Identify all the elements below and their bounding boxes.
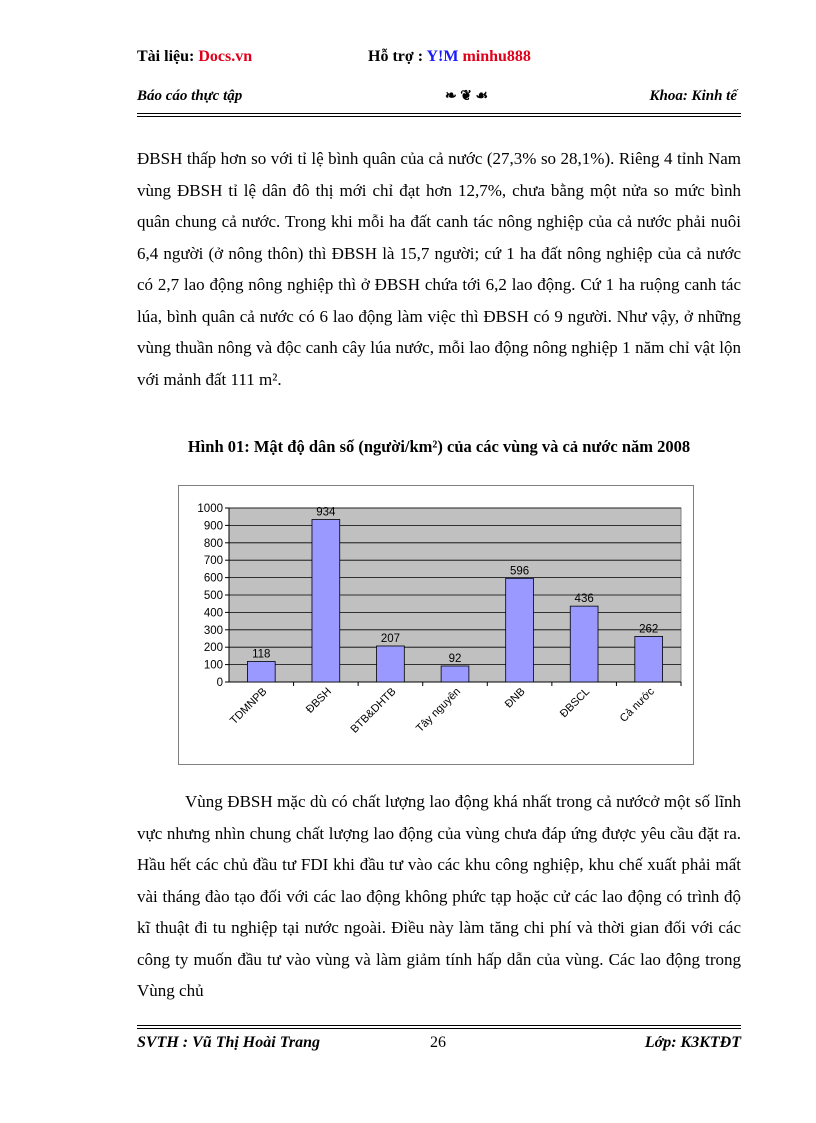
data-label: 118 <box>252 648 271 661</box>
bar <box>247 661 275 682</box>
x-tick-label: Tây nguyên <box>413 685 464 735</box>
x-tick-label: BTB&DHTB <box>348 685 399 736</box>
chart-svg <box>179 486 693 764</box>
footer-class: Lớp: K3KTĐT <box>644 1034 741 1051</box>
paragraph-1-text: ĐBSH thấp hơn so với tỉ lệ bình quân của cả nước (27,3% so 28,1%). Riêng 4 tỉnh Nam vùng ĐBSH tỉ lệ dân đô thị mới chỉ đạt hơn 12,7%, chưa bằng một nửa so mức bình quân chung cả nước. Trong khi mỗi ha đất canh tác nông nghiệp của cả nước phải nuôi 6,4 người (ở nông thôn) thì ĐBSH là 15,7 người; cứ 1 ha đất nông nghiệp của cả nước có 2,7 lao động nông nghiệp thì ở ĐBSH chứa tới 6,2 lao động. Cứ 1 ha ruộng canh tác lúa, bình quân cả nước có 6 lao động làm việc thì ĐBSH có 9 người. Như vậy, ở những vùng thuần nông và độc canh cây lúa nước, mỗi lao động nông nghiệp 1 năm chỉ vật lộn với mảnh đất 111 m² <box>137 149 741 389</box>
x-tick-label: Cả nước <box>617 685 657 725</box>
density-chart <box>178 485 694 765</box>
x-tick-label: TDMNPB <box>228 685 270 727</box>
doc-source <box>137 48 252 66</box>
bar <box>441 666 469 682</box>
page-footer <box>137 1034 741 1058</box>
y-tick-label: 900 <box>203 520 223 533</box>
y-tick-label: 100 <box>203 659 223 672</box>
header-ornament: ❧ ❦ ☙ <box>445 89 489 104</box>
support-user[interactable]: minhu888 <box>462 48 531 65</box>
y-tick-label: 0 <box>216 677 223 689</box>
header-right: Khoa: Kinh tế <box>649 88 737 104</box>
y-tick-label: 500 <box>203 590 223 602</box>
footer-rule <box>137 1025 741 1029</box>
support-label: Hỗ trợ : <box>368 48 424 65</box>
data-label: 596 <box>509 565 530 578</box>
data-label: 207 <box>380 632 401 645</box>
top-bar <box>137 48 737 72</box>
y-tick-label: 300 <box>203 624 223 637</box>
y-tick-label: 700 <box>203 555 223 568</box>
support-info <box>368 48 531 66</box>
doc-site-link[interactable]: Docs.vn <box>198 48 253 65</box>
data-label: 92 <box>448 652 462 665</box>
page-number: 26 <box>430 1034 446 1051</box>
footer-student: SVTH : Vũ Thị Hoài Trang <box>137 1034 320 1051</box>
page-header <box>137 88 737 110</box>
x-tick-label: ĐBSH <box>303 685 334 716</box>
doc-label: Tài liệu: <box>137 48 195 65</box>
paragraph-1-end: . <box>277 369 282 389</box>
x-tick-label: ĐBSCL <box>557 685 593 721</box>
data-label: 262 <box>639 623 659 636</box>
y-tick-label: 800 <box>203 537 223 550</box>
bar <box>377 646 405 682</box>
y-tick-label: 1000 <box>197 503 223 515</box>
header-left: Báo cáo thực tập <box>137 88 243 104</box>
bar <box>312 519 340 682</box>
x-tick-label: ĐNB <box>502 685 528 711</box>
bar <box>635 636 663 682</box>
bar <box>570 606 598 682</box>
y-tick-label: 600 <box>203 572 223 585</box>
paragraph-2: Vùng ĐBSH mặc dù có chất lượng lao động khá nhất trong cả nướcở một số lĩnh vực nhưng nhìn chung chất lượng lao động của vùng chưa đáp ứng được yêu cầu đặt ra. Hầu hết các chủ đầu tư FDI khi đầu tư vào các khu công nghiệp, khu chế xuất phải mất vài tháng đào tạo đối với các lao động không phức tạp hoặc cử các lao động có trình độ kĩ thuật đi tu nghiệp tại nước ngoài. Điều này làm tăng chi phí và thời gian đối với các công ty muốn đầu tư vào vùng và làm giảm tính hấp dẫn của vùng. Các lao động trong Vùng chủ <box>137 792 741 1000</box>
paragraph-1 <box>137 143 741 395</box>
data-label: 436 <box>574 593 594 606</box>
bar <box>506 578 534 682</box>
header-rule <box>137 113 741 117</box>
y-tick-label: 400 <box>203 607 223 620</box>
y-tick-label: 200 <box>203 642 223 655</box>
data-label: 934 <box>316 506 336 519</box>
support-channel: Y!M <box>426 48 459 65</box>
figure-caption: Hình 01: Mật độ dân số (người/km²) của các vùng và cả nước năm 2008 <box>187 437 691 456</box>
